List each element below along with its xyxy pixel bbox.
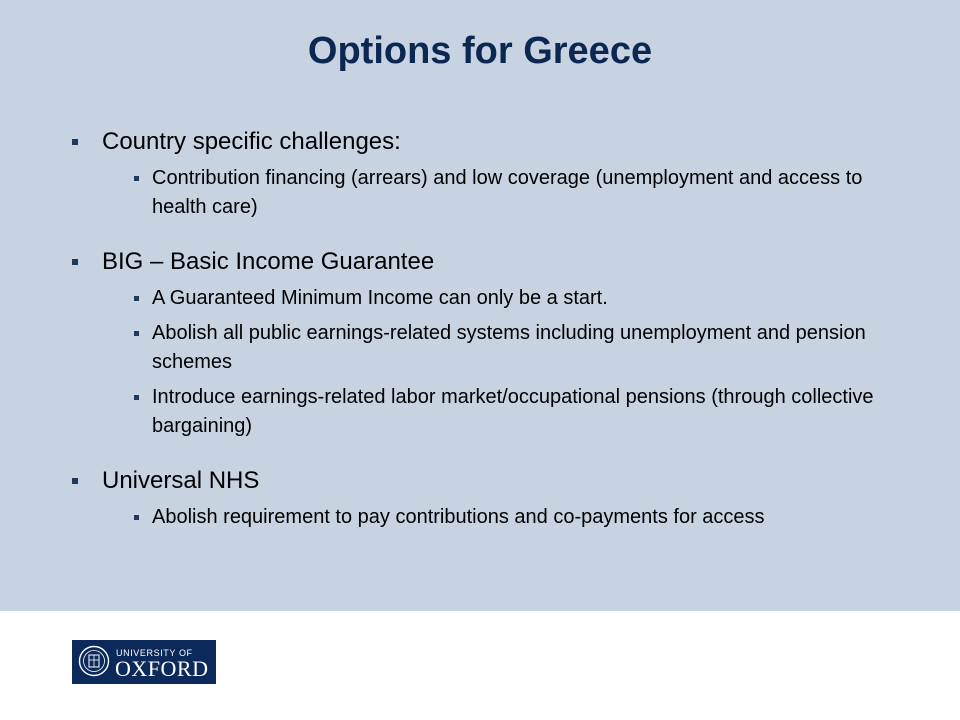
sub-bullet-text: A Guaranteed Minimum Income can only be a start. xyxy=(152,287,608,309)
slide-title: Options for Greece xyxy=(307,30,653,72)
sub-bullet-text: Abolish all public earnings-related systems including unemployment and pension schemes xyxy=(152,322,866,373)
bullet-square-icon xyxy=(134,331,139,336)
logo-oxford: OXFORD xyxy=(115,656,209,681)
sub-bullet xyxy=(134,503,912,532)
university-crest-icon xyxy=(78,645,110,677)
bullet-square-icon xyxy=(72,139,78,145)
bullet-square-icon xyxy=(72,259,78,265)
bullet-square-icon xyxy=(134,176,139,181)
bullet-text: Universal NHS xyxy=(102,467,260,494)
bullet-square-icon xyxy=(134,296,139,301)
oxford-logo xyxy=(72,640,216,684)
bullet-square-icon xyxy=(134,395,139,400)
logo-university-of: UNIVERSITY OF xyxy=(116,648,193,658)
bullet-square-icon xyxy=(72,478,78,484)
bullet-text: BIG – Basic Income Guarantee xyxy=(102,248,435,275)
bullet-list xyxy=(72,126,912,532)
bullet-country-challenges xyxy=(72,126,912,158)
sub-bullet xyxy=(134,284,912,313)
sub-bullet-text: Contribution financing (arrears) and low coverage (unemployment and access to health care) xyxy=(152,167,863,218)
bullet-text: Country specific challenges: xyxy=(102,128,401,155)
sub-bullet xyxy=(134,319,912,377)
sub-bullet-text: Introduce earnings-related labor market/occupational pensions (through collective bargaining) xyxy=(152,386,874,437)
bullet-universal-nhs xyxy=(72,465,912,497)
sub-bullet xyxy=(134,383,912,441)
sub-bullet xyxy=(134,164,912,222)
sub-bullet-text: Abolish requirement to pay contributions and co-payments for access xyxy=(152,506,765,528)
bullet-square-icon xyxy=(134,515,139,520)
bullet-big xyxy=(72,246,912,278)
